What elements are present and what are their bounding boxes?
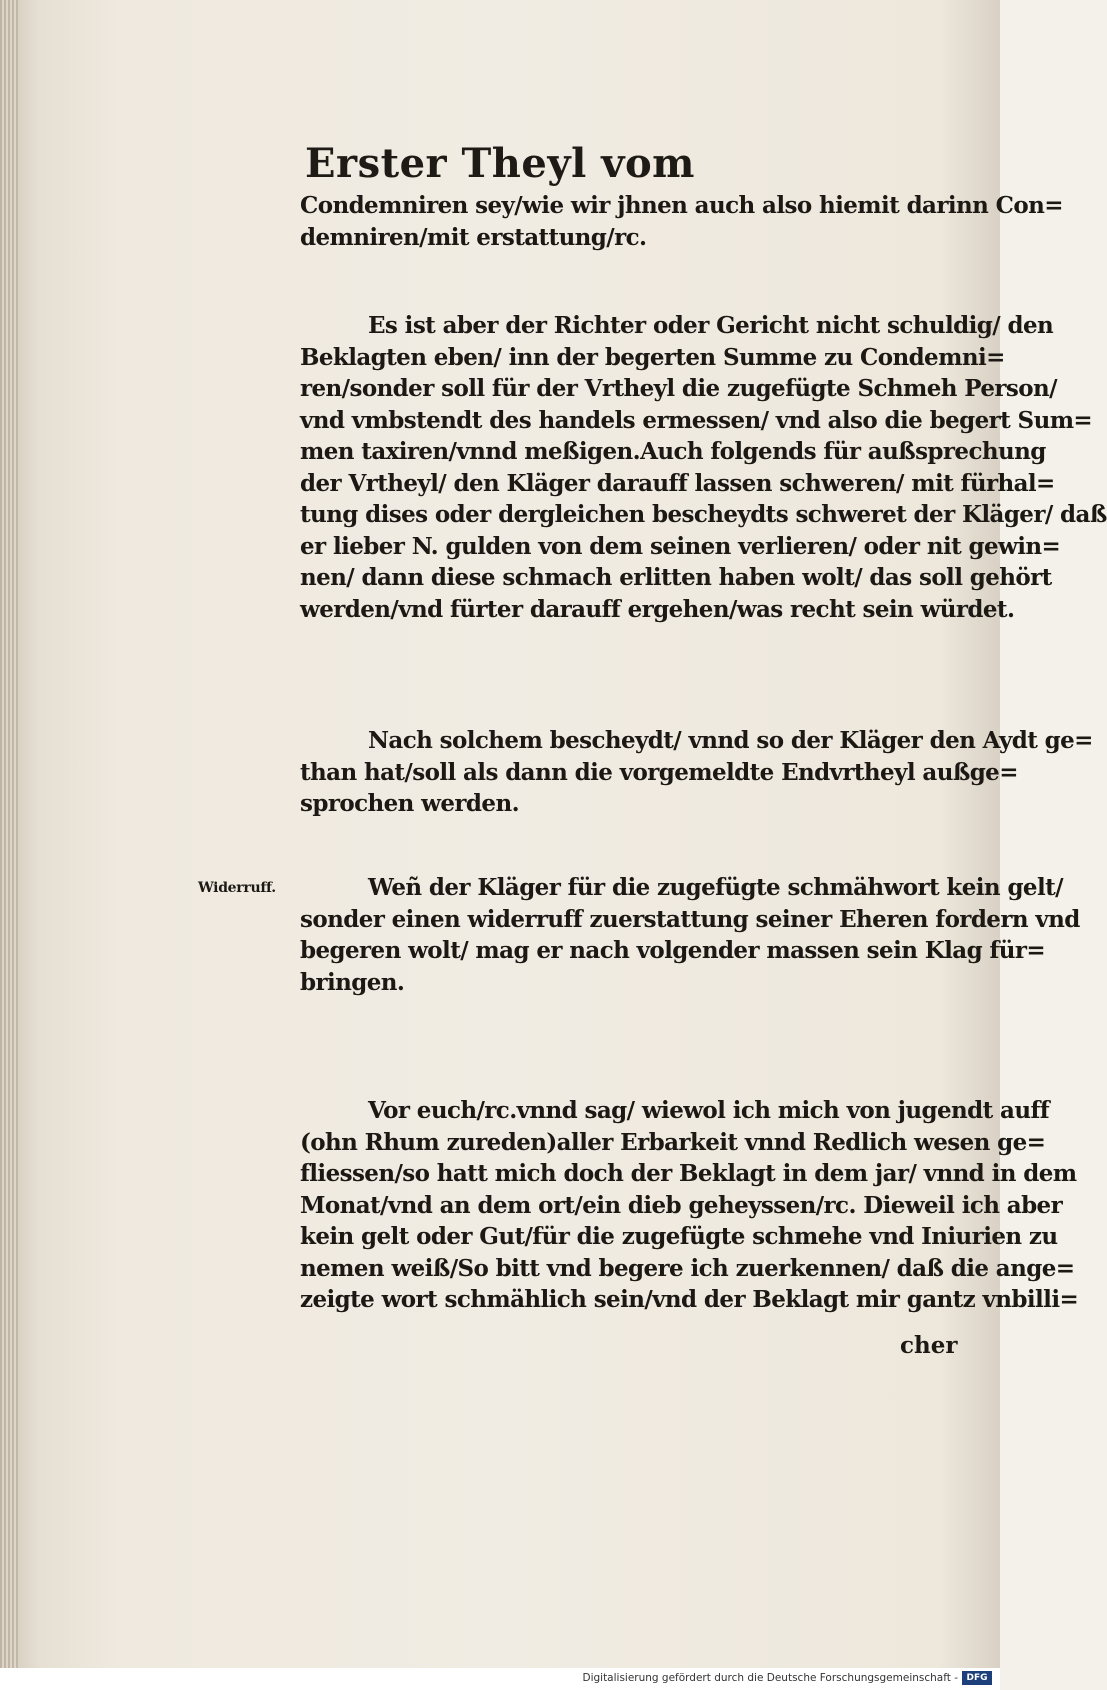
text-line: tung dises oder dergleichen bescheydts schweret der Kläger/ daß [300, 501, 1107, 528]
paragraph-4 [300, 872, 1080, 998]
text-line: Nach solchem bescheydt/ vnnd so der Kläger den Aydt ge= [368, 727, 1093, 754]
text-line: ren/sonder soll für der Vrtheyl die zugefügte Schmeh Person/ [300, 375, 1057, 402]
catchword: cher [900, 1332, 958, 1359]
text-line: der Vrtheyl/ den Kläger darauff lassen schweren/ mit fürhal= [300, 469, 1055, 497]
text-line: Vor euch/rc.vnnd sag/ wiewol ich mich von jugendt auff [368, 1097, 1050, 1124]
text-line: nen/ dann diese schmach erlitten haben wolt/ das soll gehört [300, 564, 1052, 591]
paragraph-2 [300, 310, 1107, 625]
text-line: sonder einen widerruff zuerstattung seiner Eheren fordern vnd [300, 905, 1080, 933]
text-line: kein gelt oder Gut/für die zugefügte schmehe vnd Iniurien zu [300, 1223, 1058, 1250]
text-line: Beklagten eben/ inn der begerten Summe zu Condemni= [300, 343, 1005, 371]
text-line: werden/vnd fürter darauff ergehen/was recht sein würdet. [300, 595, 1015, 623]
text-line: zeigte wort schmählich sein/vnd der Beklagt mir gantz vnbilli= [300, 1286, 1079, 1313]
text-line: demniren/mit erstattung/rc. [300, 223, 647, 251]
text-line: nemen weiß/So bitt vnd begere ich zuerkennen/ daß die ange= [300, 1254, 1075, 1282]
paragraph-3 [300, 725, 1093, 820]
text-line: er lieber N. gulden von dem seinen verlieren/ oder nit gewin= [300, 532, 1061, 560]
text-line: Weñ der Kläger für die zugefügte schmähwort kein gelt/ [368, 874, 1063, 901]
text-line: begeren wolt/ mag er nach volgender massen sein Klag für= [300, 937, 1046, 964]
text-line: bringen. [300, 968, 405, 996]
text-line: than hat/soll als dann die vorgemeldte Endvrtheyl außge= [300, 758, 1018, 786]
digitization-footer [0, 1668, 1000, 1690]
footer-credit: Digitalisierung gefördert durch die Deutsche Forschungsgemeinschaft - [582, 1672, 958, 1684]
paragraph-1 [300, 190, 1063, 253]
text-line: Es ist aber der Richter oder Gericht nicht schuldig/ den [368, 312, 1054, 339]
text-line: vnd vmbstendt des handels ermessen/ vnd also die begert Sum= [300, 406, 1093, 434]
text-line: (ohn Rhum zureden)aller Erbarkeit vnnd Redlich wesen ge= [300, 1128, 1046, 1156]
running-head: Erster Theyl vom [305, 140, 695, 187]
page-edge [0, 0, 18, 1668]
text-line: sprochen werden. [300, 790, 519, 817]
margin-note: Widerruff. [198, 880, 276, 896]
paragraph-5 [300, 1095, 1079, 1316]
text-line: Monat/vnd an dem ort/ein dieb geheyssen/rc. Dieweil ich aber [300, 1191, 1063, 1219]
text-line: Condemniren sey/wie wir jhnen auch also hiemit darinn Con= [300, 192, 1063, 219]
text-line: fliessen/so hatt mich doch der Beklagt in dem jar/ vnnd in dem [300, 1160, 1077, 1187]
text-line: men taxiren/vnnd meßigen.Auch folgends für außsprechung [300, 438, 1046, 465]
dfg-logo: DFG [962, 1671, 992, 1685]
